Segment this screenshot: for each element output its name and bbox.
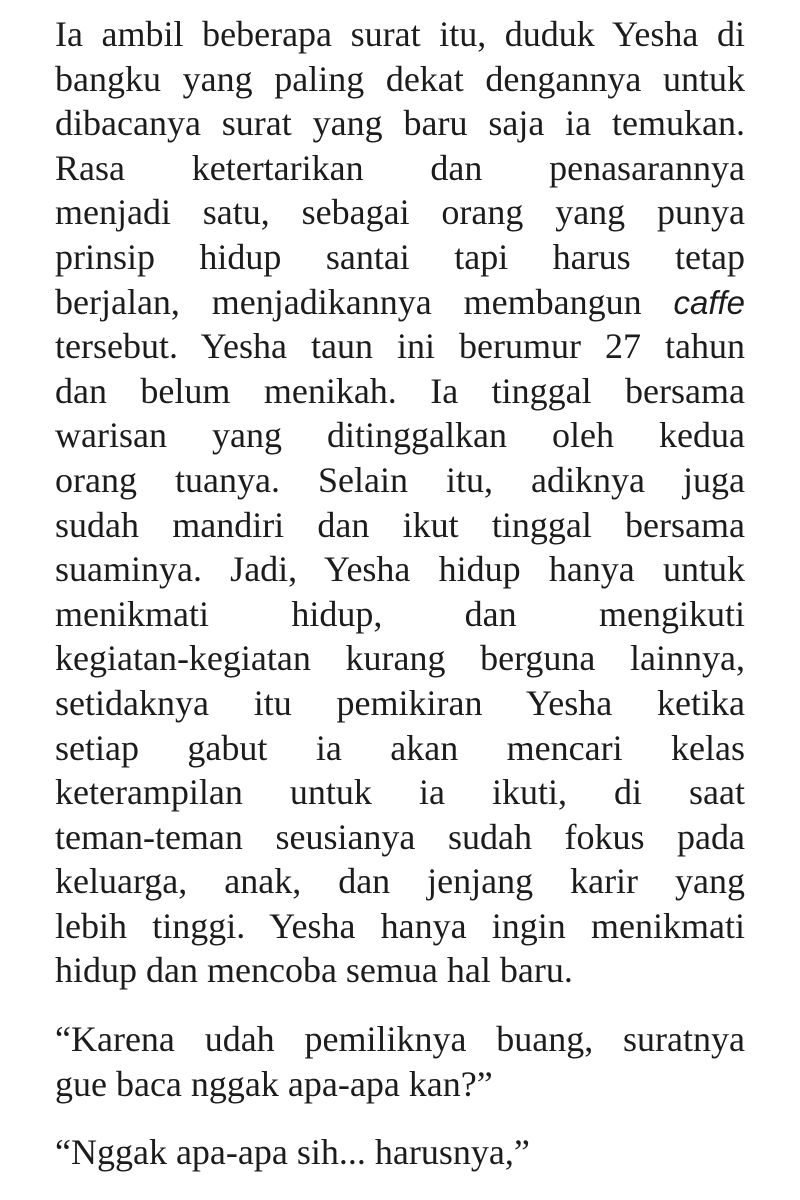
text-line: Ia ambil beberapa surat itu, duduk Yesha di <box>55 14 745 54</box>
text-line: menikmati hidup, dan mengikuti <box>55 593 745 634</box>
italic-word: caffe <box>673 283 746 321</box>
text-line: suaminya. Jadi, Yesha hidup hanya untuk <box>55 549 745 590</box>
text-line: bangku yang paling dekat dengannya untuk <box>55 58 745 99</box>
text-line: keterampilan untuk ia ikuti, di saat <box>55 772 745 813</box>
text-line: sudah mandiri dan ikut tinggal bersama <box>55 504 745 545</box>
text-line: “Nggak apa-apa sih... harusnya,” <box>55 1132 530 1173</box>
text-line: tersebut. Yesha taun ini berumur 27 tahun <box>55 326 745 367</box>
text-line <box>55 280 745 325</box>
text-line: hidup dan mencoba semua hal baru. <box>55 950 573 991</box>
text-line: prinsip hidup santai tapi harus tetap <box>55 236 745 277</box>
text-line: warisan yang ditinggalkan oleh kedua <box>55 415 745 456</box>
text-line: lebih tinggi. Yesha hanya ingin menikmati <box>55 905 745 946</box>
document-page <box>55 12 745 1175</box>
text-line: orang tuanya. Selain itu, adiknya juga <box>55 459 745 500</box>
text-segment: berjalan, menjadikannya membangun <box>55 281 642 322</box>
text-line: gue baca nggak apa-apa kan?” <box>55 1063 493 1104</box>
paragraph-spacer <box>55 993 745 1017</box>
text-line: kegiatan-kegiatan kurang berguna lainnya, <box>55 638 745 679</box>
paragraph-dialogue <box>55 1017 745 1106</box>
paragraph-spacer <box>55 1106 745 1130</box>
text-line: Rasa ketertarikan dan penasarannya <box>55 147 745 188</box>
text-line: setidaknya itu pemikiran Yesha ketika <box>55 682 745 723</box>
text-line: teman-teman seusianya sudah fokus pada <box>55 816 745 857</box>
paragraph-dialogue <box>55 1130 745 1175</box>
text-line: keluarga, anak, dan jenjang karir yang <box>55 861 745 902</box>
text-line: setiap gabut ia akan mencari kelas <box>55 727 745 768</box>
paragraph-narration <box>55 12 745 993</box>
text-line: “Karena udah pemiliknya buang, suratnya <box>55 1019 745 1060</box>
text-line: menjadi satu, sebagai orang yang punya <box>55 192 745 233</box>
text-line: dan belum menikah. Ia tinggal bersama <box>55 370 745 411</box>
text-line: dibacanya surat yang baru saja ia temukan. <box>55 103 745 144</box>
